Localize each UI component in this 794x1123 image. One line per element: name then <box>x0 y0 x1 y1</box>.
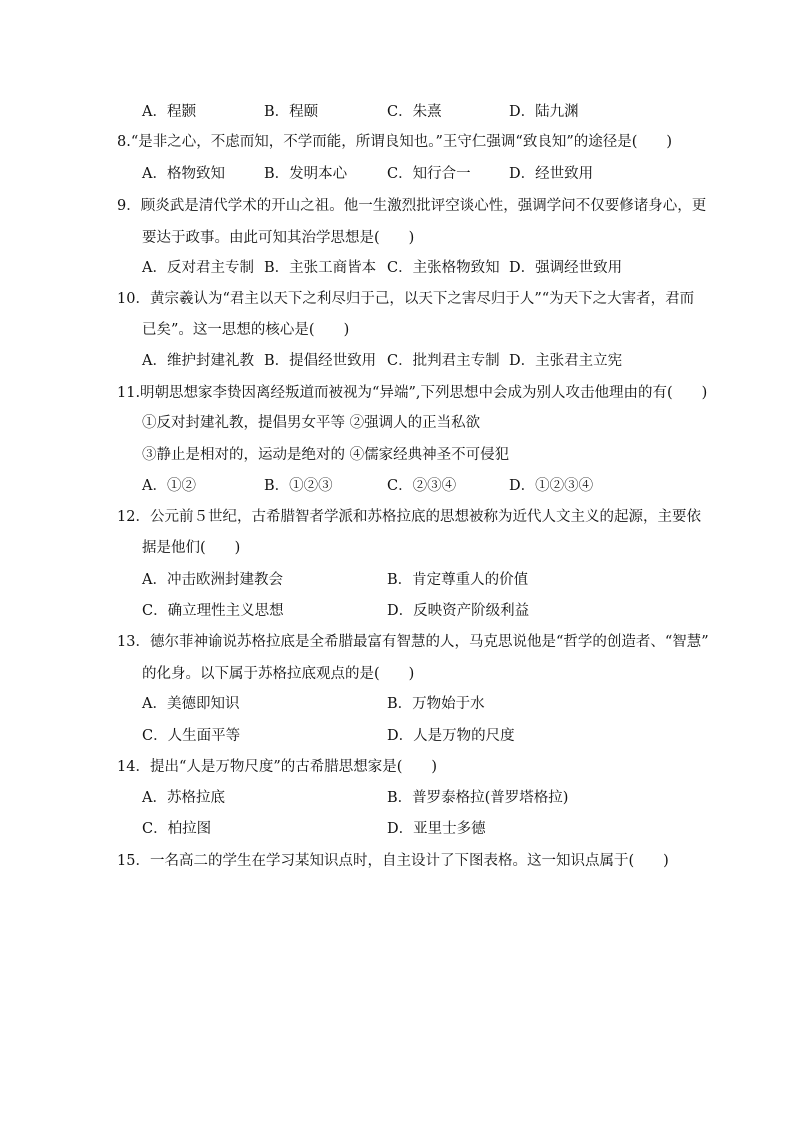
q11-items-line1: ①反对封建礼教，提倡男女平等 ②强调人的正当私欲 <box>142 415 481 431</box>
q12-option-c: C．确立理性主义思想 <box>142 603 284 619</box>
q8-option-b: B．发明本心 <box>264 166 348 182</box>
q13-stem-line2: 的化身。以下属于苏格拉底观点的是( ) <box>142 666 415 682</box>
q7-option-d: D．陆九渊 <box>509 104 579 120</box>
q9-option-c: C．主张格物致知 <box>387 260 500 276</box>
q13-option-b: B．万物始于水 <box>387 696 485 712</box>
q12-option-b: B．肯定尊重人的价值 <box>387 572 529 588</box>
q7-option-b: B．程颐 <box>264 104 319 120</box>
q12-stem-line2: 据是他们( ) <box>142 540 241 556</box>
q10-stem-line1: 10．黄宗羲认为“君主以天下之利尽归于己，以天下之害尽归于人”“为天下之大害者，君而 <box>117 291 695 307</box>
q14-stem: 14．提出“人是万物尺度”的古希腊思想家是( ) <box>117 759 438 775</box>
q15-stem: 15．一名高二的学生在学习某知识点时，自主设计了下图表格。这一知识点属于( ) <box>117 853 669 869</box>
q13-option-d: D．人是万物的尺度 <box>387 728 515 744</box>
q12-option-a: A．冲击欧洲封建教会 <box>142 572 283 588</box>
q9-option-a: A．反对君主专制 <box>142 260 254 276</box>
q9-stem-line2: 要达于政事。由此可知其治学思想是( ) <box>142 230 415 246</box>
q14-option-d: D．亚里士多德 <box>387 821 486 837</box>
q11-items-line2: ③静止是相对的，运动是绝对的 ④儒家经典神圣不可侵犯 <box>142 447 510 463</box>
q11-option-d: D．①②③④ <box>509 478 594 494</box>
q11-option-b: B．①②③ <box>264 478 333 494</box>
q14-option-c: C．柏拉图 <box>142 821 212 837</box>
q9-option-d: D．强调经世致用 <box>509 260 623 276</box>
q8-stem: 8.“是非之心，不虑而知，不学而能，所谓良知也。”王守仁强调“致良知”的途径是( ) <box>117 134 673 150</box>
q12-stem-line1: 12．公元前５世纪，古希腊智者学派和苏格拉底的思想被称为近代人文主义的起源，主要依 <box>117 509 701 525</box>
q13-stem-line1: 13．德尔菲神谕说苏格拉底是全希腊最富有智慧的人，马克思说他是“哲学的创造者、“智慧” <box>117 634 709 650</box>
q7-option-a: A．程颢 <box>142 104 196 120</box>
q8-option-d: D．经世致用 <box>509 166 594 182</box>
q13-option-a: A．美德即知识 <box>142 696 240 712</box>
q11-option-a: A．①② <box>142 478 196 494</box>
q11-stem: 11.明朝思想家李贽因离经叛道而被视为“异端”,下列思想中会成为别人攻击他理由的有( ) <box>117 385 708 401</box>
q10-option-a: A．维护封建礼教 <box>142 353 254 369</box>
q7-option-c: C．朱熹 <box>387 104 442 120</box>
q14-option-b: B．普罗泰格拉(普罗塔格拉) <box>387 790 569 806</box>
q10-option-c: C．批判君主专制 <box>387 353 500 369</box>
q9-option-b: B．主张工商皆本 <box>264 260 377 276</box>
q8-option-a: A．格物致知 <box>142 166 225 182</box>
q10-option-d: D．主张君主立宪 <box>509 353 623 369</box>
q9-stem-line1: 9．顾炎武是清代学术的开山之祖。他一生激烈批评空谈心性，强调学问不仅要修诸身心，更 <box>117 198 707 214</box>
q10-option-b: B．提倡经世致用 <box>264 353 377 369</box>
q11-option-c: C．②③④ <box>387 478 457 494</box>
q10-stem-line2: 已矣”。这一思想的核心是( ) <box>142 322 350 338</box>
q14-option-a: A．苏格拉底 <box>142 790 225 806</box>
q13-option-c: C．人生面平等 <box>142 728 241 744</box>
q8-option-c: C．知行合一 <box>387 166 471 182</box>
q12-option-d: D．反映资产阶级利益 <box>387 603 530 619</box>
